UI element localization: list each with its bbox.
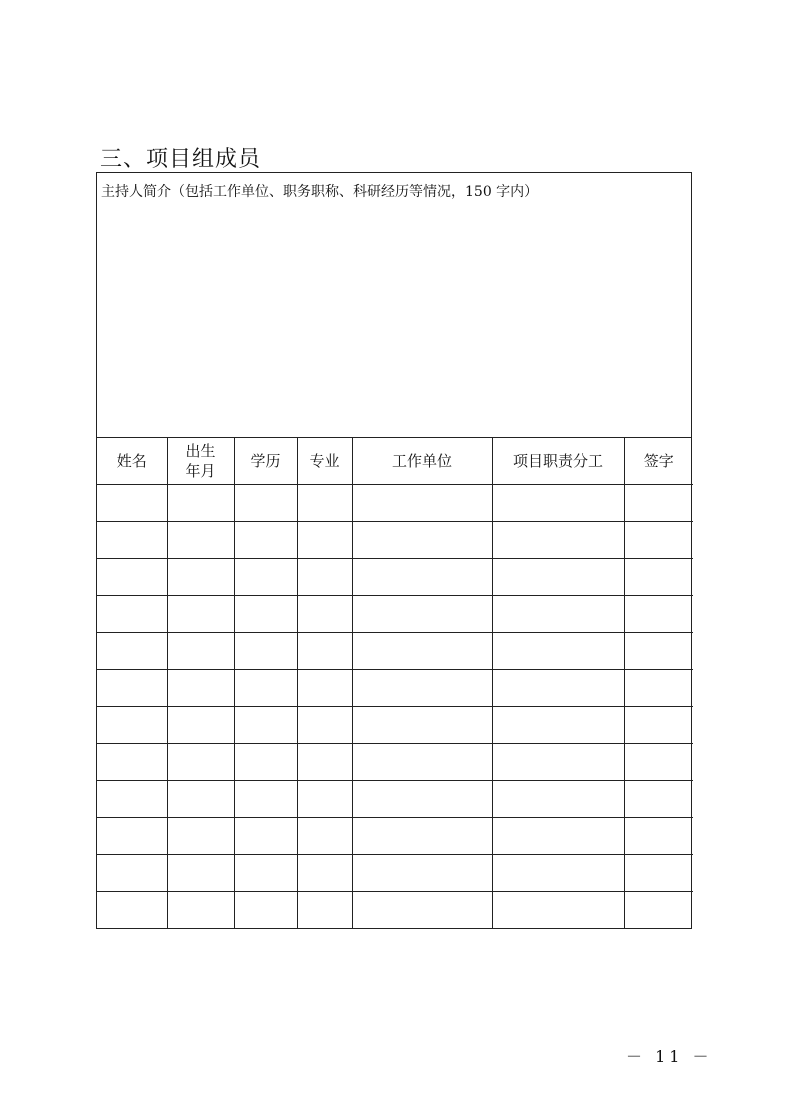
cell-birth[interactable] [167, 670, 234, 707]
table-row [97, 855, 693, 892]
cell-name[interactable] [97, 818, 167, 855]
cell-education[interactable] [234, 485, 297, 522]
table-row [97, 559, 693, 596]
cell-signature[interactable] [624, 522, 693, 559]
cell-work-unit[interactable] [352, 596, 492, 633]
section-title: 三、项目组成员 [100, 147, 262, 172]
cell-signature[interactable] [624, 633, 693, 670]
cell-role[interactable] [492, 707, 624, 744]
cell-name[interactable] [97, 744, 167, 781]
cell-signature[interactable] [624, 596, 693, 633]
cell-signature[interactable] [624, 818, 693, 855]
header-role: 项目职责分工 [492, 438, 624, 485]
header-signature: 签字 [624, 438, 693, 485]
cell-role[interactable] [492, 670, 624, 707]
cell-role[interactable] [492, 818, 624, 855]
cell-work-unit[interactable] [352, 559, 492, 596]
cell-education[interactable] [234, 707, 297, 744]
members-table [97, 438, 693, 928]
cell-signature[interactable] [624, 670, 693, 707]
cell-education[interactable] [234, 670, 297, 707]
cell-birth[interactable] [167, 485, 234, 522]
header-education: 学历 [234, 438, 297, 485]
cell-birth[interactable] [167, 707, 234, 744]
cell-major[interactable] [297, 818, 352, 855]
leader-intro-label: 主持人简介（包括工作单位、职务职称、科研经历等情况，150 字内） [101, 184, 539, 200]
cell-signature[interactable] [624, 892, 693, 929]
cell-name[interactable] [97, 596, 167, 633]
header-birth-line1: 出生 [185, 442, 216, 460]
cell-birth[interactable] [167, 559, 234, 596]
page-number: － 11 － [626, 1047, 713, 1066]
cell-education[interactable] [234, 596, 297, 633]
cell-name[interactable] [97, 892, 167, 929]
cell-work-unit[interactable] [352, 670, 492, 707]
cell-birth[interactable] [167, 744, 234, 781]
table-row [97, 781, 693, 818]
cell-work-unit[interactable] [352, 892, 492, 929]
cell-work-unit[interactable] [352, 522, 492, 559]
cell-role[interactable] [492, 855, 624, 892]
cell-education[interactable] [234, 855, 297, 892]
header-major: 专业 [297, 438, 352, 485]
cell-signature[interactable] [624, 707, 693, 744]
table-row [97, 522, 693, 559]
cell-education[interactable] [234, 781, 297, 818]
cell-work-unit[interactable] [352, 818, 492, 855]
cell-birth[interactable] [167, 818, 234, 855]
cell-birth[interactable] [167, 633, 234, 670]
cell-work-unit[interactable] [352, 744, 492, 781]
member-rows [97, 485, 693, 929]
header-work-unit: 工作单位 [352, 438, 492, 485]
header-row [97, 438, 693, 485]
cell-name[interactable] [97, 522, 167, 559]
cell-education[interactable] [234, 522, 297, 559]
cell-role[interactable] [492, 596, 624, 633]
cell-work-unit[interactable] [352, 485, 492, 522]
cell-major[interactable] [297, 522, 352, 559]
header-birth [167, 438, 234, 485]
table-row [97, 485, 693, 522]
cell-major[interactable] [297, 596, 352, 633]
cell-education[interactable] [234, 633, 297, 670]
cell-major[interactable] [297, 892, 352, 929]
cell-work-unit[interactable] [352, 855, 492, 892]
cell-birth[interactable] [167, 522, 234, 559]
cell-major[interactable] [297, 855, 352, 892]
cell-major[interactable] [297, 559, 352, 596]
table-row [97, 892, 693, 929]
table-row [97, 633, 693, 670]
member-form [96, 172, 692, 929]
cell-major[interactable] [297, 781, 352, 818]
cell-name[interactable] [97, 781, 167, 818]
leader-intro-field[interactable] [97, 173, 691, 438]
cell-name[interactable] [97, 485, 167, 522]
cell-name[interactable] [97, 559, 167, 596]
cell-education[interactable] [234, 892, 297, 929]
cell-name[interactable] [97, 633, 167, 670]
header-birth-line2: 年月 [185, 462, 216, 480]
cell-birth[interactable] [167, 892, 234, 929]
cell-education[interactable] [234, 744, 297, 781]
cell-signature[interactable] [624, 559, 693, 596]
table-row [97, 744, 693, 781]
cell-major[interactable] [297, 485, 352, 522]
cell-signature[interactable] [624, 781, 693, 818]
cell-major[interactable] [297, 744, 352, 781]
cell-work-unit[interactable] [352, 781, 492, 818]
cell-birth[interactable] [167, 596, 234, 633]
table-row [97, 670, 693, 707]
cell-signature[interactable] [624, 855, 693, 892]
cell-role[interactable] [492, 559, 624, 596]
cell-name[interactable] [97, 670, 167, 707]
cell-name[interactable] [97, 855, 167, 892]
cell-major[interactable] [297, 633, 352, 670]
cell-birth[interactable] [167, 855, 234, 892]
table-row [97, 596, 693, 633]
cell-education[interactable] [234, 559, 297, 596]
cell-name[interactable] [97, 707, 167, 744]
cell-role[interactable] [492, 744, 624, 781]
cell-role[interactable] [492, 522, 624, 559]
table-row [97, 818, 693, 855]
cell-education[interactable] [234, 818, 297, 855]
cell-major[interactable] [297, 707, 352, 744]
cell-role[interactable] [492, 485, 624, 522]
cell-work-unit[interactable] [352, 633, 492, 670]
cell-signature[interactable] [624, 744, 693, 781]
cell-work-unit[interactable] [352, 707, 492, 744]
cell-birth[interactable] [167, 781, 234, 818]
header-name: 姓名 [97, 438, 167, 485]
table-row [97, 707, 693, 744]
cell-major[interactable] [297, 670, 352, 707]
cell-signature[interactable] [624, 485, 693, 522]
cell-role[interactable] [492, 633, 624, 670]
cell-role[interactable] [492, 781, 624, 818]
cell-role[interactable] [492, 892, 624, 929]
